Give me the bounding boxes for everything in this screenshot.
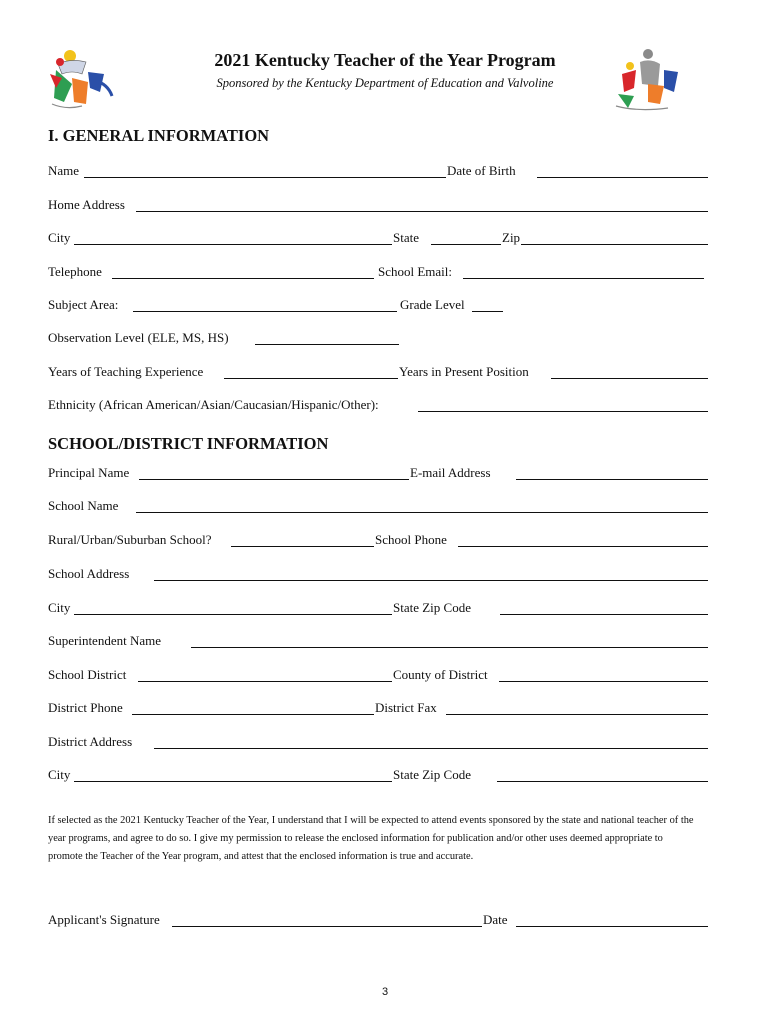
district-fax-label: District Fax bbox=[375, 700, 437, 715]
home-address-label: Home Address bbox=[48, 197, 125, 212]
subject-area-label: Subject Area: bbox=[48, 297, 119, 312]
observation-level-label: Observation Level (ELE, MS, HS) bbox=[48, 330, 229, 345]
state-label: State bbox=[393, 230, 419, 245]
applicant-signature-field[interactable] bbox=[172, 926, 482, 927]
applicant-signature-label: Applicant's Signature bbox=[48, 912, 160, 927]
district-state-zip-label: State Zip Code bbox=[393, 767, 471, 782]
district-city-field[interactable] bbox=[74, 781, 392, 782]
zip-label: Zip bbox=[502, 230, 521, 245]
signature-date-field[interactable] bbox=[516, 926, 708, 927]
school-state-zip-field[interactable] bbox=[500, 614, 708, 615]
zip-field[interactable] bbox=[521, 244, 708, 245]
school-address-field[interactable] bbox=[154, 580, 708, 581]
school-state-zip-label: State Zip Code bbox=[393, 600, 471, 615]
city-field[interactable] bbox=[74, 244, 392, 245]
name-label: Name bbox=[48, 163, 80, 178]
signature-date-label: Date bbox=[483, 912, 508, 927]
district-state-zip-field[interactable] bbox=[497, 781, 708, 782]
years-present-field[interactable] bbox=[551, 378, 708, 379]
form-title: 2021 Kentucky Teacher of the Year Program bbox=[214, 50, 556, 70]
school-district-field[interactable] bbox=[138, 681, 392, 682]
district-address-field[interactable] bbox=[154, 748, 708, 749]
rural-urban-field[interactable] bbox=[231, 546, 374, 547]
rural-urban-label: Rural/Urban/Suburban School? bbox=[48, 532, 212, 547]
years-teaching-field[interactable] bbox=[224, 378, 398, 379]
principal-name-field[interactable] bbox=[139, 479, 409, 480]
school-city-label: City bbox=[48, 600, 71, 615]
page-number: 3 bbox=[381, 986, 389, 998]
section-heading-school: SCHOOL/DISTRICT INFORMATION bbox=[48, 434, 329, 453]
principal-email-field[interactable] bbox=[516, 479, 708, 480]
district-address-label: District Address bbox=[48, 734, 133, 749]
district-phone-label: District Phone bbox=[48, 700, 123, 715]
school-email-label: School Email: bbox=[378, 264, 453, 279]
ethnicity-label: Ethnicity (African American/Asian/Caucasian/Hispanic/Other): bbox=[48, 397, 379, 412]
superintendent-field[interactable] bbox=[191, 647, 708, 648]
subject-area-field[interactable] bbox=[133, 311, 397, 312]
observation-level-field[interactable] bbox=[255, 344, 399, 345]
dob-field[interactable] bbox=[537, 177, 708, 178]
form-subtitle: Sponsored by the Kentucky Department of Education and Valvoline bbox=[216, 76, 554, 90]
district-fax-field[interactable] bbox=[446, 714, 708, 715]
school-name-label: School Name bbox=[48, 498, 119, 513]
grade-level-field[interactable] bbox=[472, 311, 503, 312]
school-address-label: School Address bbox=[48, 566, 130, 581]
consent-statement: If selected as the 2021 Kentucky Teacher of the Year, I understand that I will be expected to attend events sponsored by the state and national teacher of the year programs, and agree to do so. I give my permission to release the enclosed information for publication and/or other uses deemed appropriate to promote the Teacher of the Year program, and attest that the enclosed information is true and accurate. bbox=[48, 815, 694, 862]
school-email-field[interactable] bbox=[463, 278, 704, 279]
grade-level-label: Grade Level bbox=[400, 297, 465, 312]
home-address-field[interactable] bbox=[136, 211, 708, 212]
district-city-label: City bbox=[48, 767, 71, 782]
district-phone-field[interactable] bbox=[132, 714, 374, 715]
school-phone-field[interactable] bbox=[458, 546, 708, 547]
telephone-field[interactable] bbox=[112, 278, 374, 279]
years-present-label: Years in Present Position bbox=[399, 364, 529, 379]
years-teaching-label: Years of Teaching Experience bbox=[48, 364, 204, 379]
dob-label: Date of Birth bbox=[447, 163, 516, 178]
county-district-field[interactable] bbox=[499, 681, 708, 682]
school-phone-label: School Phone bbox=[375, 532, 447, 547]
superintendent-label: Superintendent Name bbox=[48, 633, 161, 648]
principal-name-label: Principal Name bbox=[48, 465, 130, 480]
ethnicity-field[interactable] bbox=[418, 411, 708, 412]
state-field[interactable] bbox=[431, 244, 501, 245]
principal-email-label: E-mail Address bbox=[410, 465, 491, 480]
name-field[interactable] bbox=[84, 177, 446, 178]
city-label: City bbox=[48, 230, 71, 245]
school-city-field[interactable] bbox=[74, 614, 392, 615]
school-district-label: School District bbox=[48, 667, 127, 682]
school-name-field[interactable] bbox=[136, 512, 708, 513]
telephone-label: Telephone bbox=[48, 264, 102, 279]
section-heading-general: I. GENERAL INFORMATION bbox=[48, 126, 270, 145]
county-district-label: County of District bbox=[393, 667, 488, 682]
